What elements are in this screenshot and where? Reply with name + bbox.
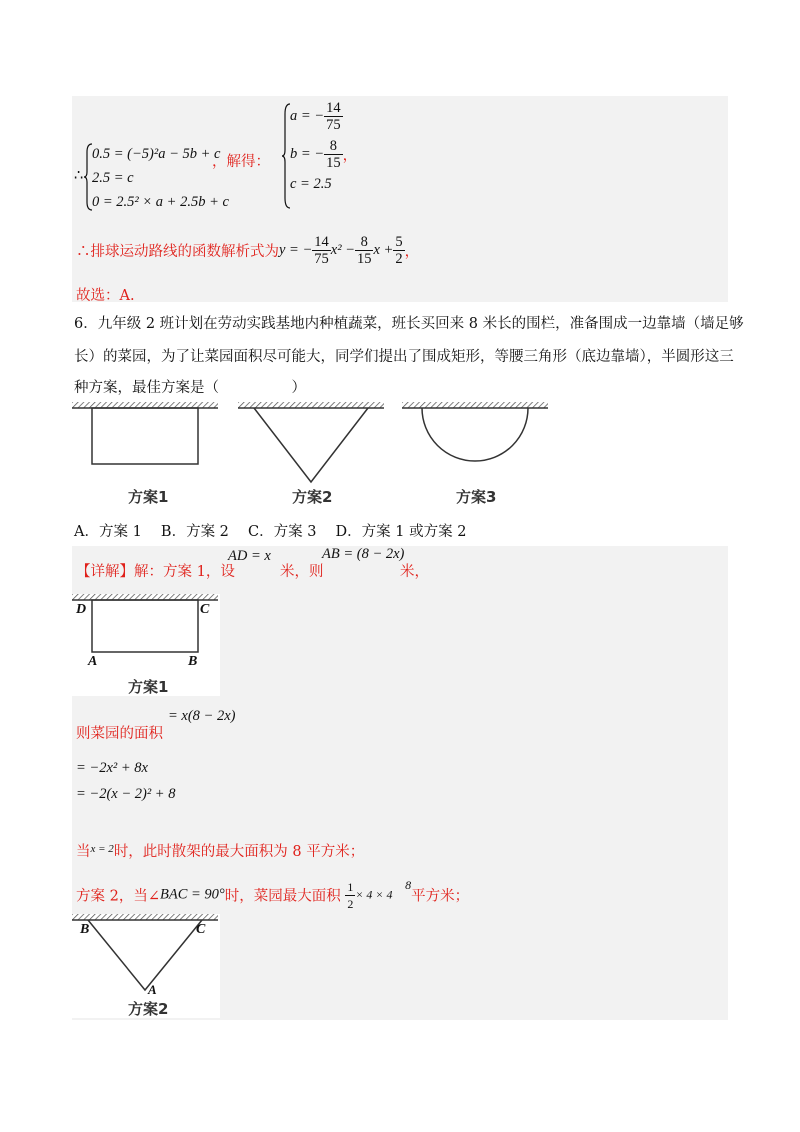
when-prefix: 当 xyxy=(76,844,91,860)
sol-b-num: 8 xyxy=(324,138,343,155)
when-text: 时，此时散架的最大面积为 8 平方米； xyxy=(113,844,365,860)
label-a2: A xyxy=(148,982,157,997)
area-eq-2: = −2x² + 8x xyxy=(76,760,148,776)
result-line xyxy=(76,234,419,267)
sol-b-den: 15 xyxy=(326,155,341,171)
caption-plan-2: 方案2 xyxy=(292,488,333,506)
detail-tag: 【详解】 xyxy=(76,564,134,580)
result-f3-num: 5 xyxy=(395,234,403,250)
result-f3-den: 2 xyxy=(395,251,403,267)
caption-plan-3: 方案3 xyxy=(456,488,497,506)
area-eq-3: = −2(x − 2)² + 8 xyxy=(76,786,176,802)
result-f1-den: 75 xyxy=(314,251,329,267)
caption-solution-1: 方案1 xyxy=(128,678,169,696)
result-f2-den: 15 xyxy=(356,251,372,267)
sol-a-num: 14 xyxy=(326,100,341,116)
solution-c: c = 2.5 xyxy=(290,176,332,192)
system-line-3: 0 = 2.5² × a + 2.5b + c xyxy=(92,194,229,210)
question-line-3: 种方案，最佳方案是（ ） xyxy=(74,380,306,396)
plan2-text3: 平方米； xyxy=(411,888,470,905)
result-prefix: y = − xyxy=(279,242,313,258)
plan2-eq: BAC = 90° xyxy=(159,886,225,903)
question-line-2: 长）的菜园，为了让菜园面积尽可能大，同学们提出了围成矩形，等腰三角形（底边靠墙），半圆形这三 xyxy=(74,349,734,365)
solve-label: ，解得： xyxy=(212,154,270,170)
plan2-calc: × 4 × 4 xyxy=(355,887,393,902)
result-mid: x² − xyxy=(330,242,355,258)
intro-text: 解：方案 1，设 xyxy=(134,564,235,580)
max-area-line xyxy=(76,840,364,861)
caption-solution-2: 方案2 xyxy=(128,1000,169,1018)
figure-plan-2 xyxy=(238,402,388,487)
therefore-symbol: ∴ xyxy=(74,168,84,184)
label-d: D xyxy=(76,602,87,617)
result-text: ∴排球运动路线的函数解析式为 xyxy=(76,244,279,260)
system-line-2: 2.5 = c xyxy=(92,170,134,186)
figure-solution-2 xyxy=(72,914,220,1018)
when-eq: x = 2 xyxy=(90,843,114,855)
answer-line: 故选：A. xyxy=(76,288,135,304)
solution-b xyxy=(290,138,357,171)
solution-a xyxy=(290,100,343,133)
result-f1-num: 14 xyxy=(314,234,329,250)
caption-plan-1: 方案1 xyxy=(128,488,169,506)
ab-equation: AB = (8 − 2x) xyxy=(322,546,405,562)
plan2-line xyxy=(76,878,469,912)
sol-b-prefix: b = − xyxy=(290,146,325,162)
figure-plan-3 xyxy=(402,402,552,472)
system-line-1: 0.5 = (−5)²a − 5b + c xyxy=(92,146,221,162)
figure-solution-1 xyxy=(72,594,220,696)
solution-intro xyxy=(76,560,235,581)
area-eq-1: = x(8 − 2x) xyxy=(168,708,236,724)
result-f2-num: 8 xyxy=(355,234,374,251)
area-label: 则菜园的面积 xyxy=(76,726,163,742)
plan2-text: 方案 2，当∠ xyxy=(76,888,160,905)
result-mid2: x + xyxy=(373,242,394,258)
plan2-frac-den: 2 xyxy=(347,896,354,911)
plan2-frac-num: 1 xyxy=(347,879,354,894)
question-line-1: 6．九年级 2 班计划在劳动实践基地内种植蔬菜，班长买回来 8 米长的围栏，准备围成一边靠墙（墙足够 xyxy=(74,316,744,332)
plan2-text2: 时，菜园最大面积 xyxy=(224,888,341,905)
plan2-val: 8 xyxy=(405,878,412,892)
unit-then: 米，则 xyxy=(280,564,324,580)
sol-a-den: 75 xyxy=(326,117,341,133)
result-end: ， xyxy=(404,244,420,260)
label-b2: B xyxy=(80,922,90,937)
sol-a-prefix: a = − xyxy=(290,108,325,124)
ad-equation: AD = x xyxy=(228,548,271,564)
label-b: B xyxy=(188,654,198,669)
sol-comma: ， xyxy=(342,148,358,164)
label-c: C xyxy=(200,602,210,617)
label-c2: C xyxy=(196,922,206,937)
answer-options: A．方案 1 B．方案 2 C．方案 3 D．方案 1 或方案 2 xyxy=(74,524,467,540)
figure-plan-1 xyxy=(72,402,222,482)
label-a: A xyxy=(88,654,98,669)
unit-meter: 米， xyxy=(400,564,429,580)
